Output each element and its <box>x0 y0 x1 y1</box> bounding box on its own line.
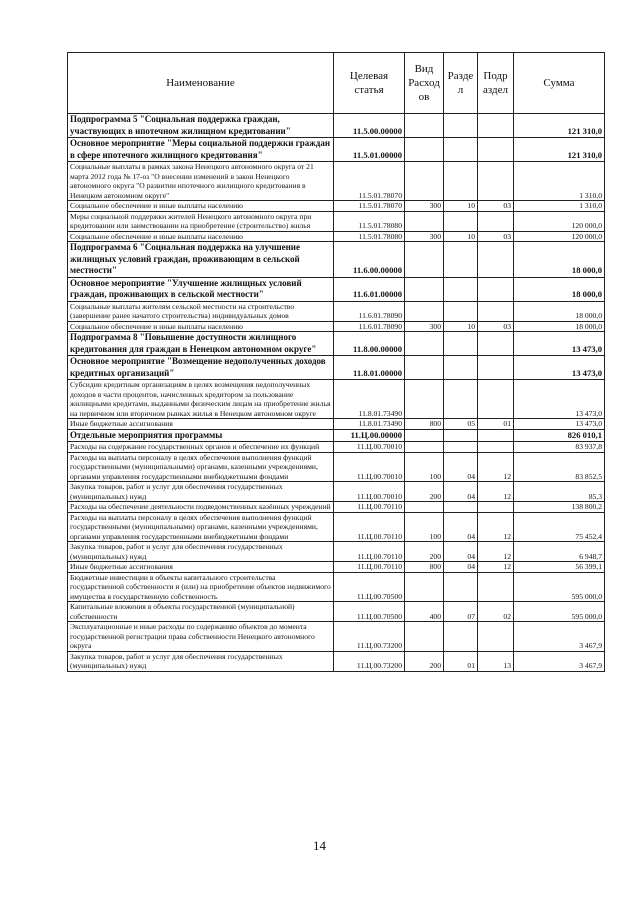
row-expense-type-cell: 300 <box>405 231 444 242</box>
row-subsection-cell: 01 <box>478 419 514 430</box>
row-subsection-cell: 12 <box>478 452 514 482</box>
row-subsection-cell: 03 <box>478 201 514 212</box>
row-amount-cell: 1 310,0 <box>514 162 605 201</box>
table-row <box>68 419 605 430</box>
row-expense-type-cell <box>405 356 444 380</box>
row-amount-cell: 6 948,7 <box>514 542 605 562</box>
row-target-cell: 11.8.00.00000 <box>334 332 405 356</box>
table-row <box>68 211 605 231</box>
row-amount-cell: 13 473,0 <box>514 380 605 419</box>
row-section-cell: 10 <box>444 201 478 212</box>
row-amount-cell: 138 800,2 <box>514 502 605 513</box>
table-row <box>68 512 605 542</box>
row-name-cell: Подпрограмма 6 "Социальная поддержка на улучшение жилищных условий граждан, проживающим в сельской местности" <box>68 242 334 278</box>
row-subsection-cell <box>478 332 514 356</box>
row-target-cell: 11.6.01.78090 <box>334 301 405 321</box>
row-expense-type-cell: 800 <box>405 562 444 573</box>
row-section-cell <box>444 502 478 513</box>
row-expense-type-cell: 100 <box>405 512 444 542</box>
row-name-cell: Расходы на содержание государственных органов и обеспечение их функций <box>68 442 334 453</box>
row-amount-cell: 18 000,0 <box>514 242 605 278</box>
row-name-cell: Социальные выплаты жителям сельской местности на строительство (завершение ранее начатого строительства) индивидуальных домов <box>68 301 334 321</box>
row-target-cell: 11.6.01.78090 <box>334 321 405 332</box>
page-number: 14 <box>313 838 326 853</box>
row-expense-type-cell <box>405 502 444 513</box>
table-row <box>68 321 605 332</box>
table-row <box>68 442 605 453</box>
row-target-cell: 11.5.01.78070 <box>334 162 405 201</box>
row-subsection-cell: 03 <box>478 231 514 242</box>
row-target-cell: 11.Ц.00.70110 <box>334 502 405 513</box>
row-expense-type-cell <box>405 622 444 652</box>
row-expense-type-cell: 300 <box>405 321 444 332</box>
row-subsection-cell <box>478 301 514 321</box>
row-expense-type-cell: 400 <box>405 602 444 622</box>
row-amount-cell: 83 937,8 <box>514 442 605 453</box>
row-subsection-cell <box>478 356 514 380</box>
row-amount-cell: 595 000,0 <box>514 572 605 602</box>
row-expense-type-cell <box>405 277 444 301</box>
table-section-row <box>68 332 605 356</box>
row-target-cell: 11.Ц.00.70010 <box>334 482 405 502</box>
row-expense-type-cell <box>405 162 444 201</box>
row-amount-cell: 83 852,5 <box>514 452 605 482</box>
row-amount-cell: 826 010,1 <box>514 429 605 442</box>
row-name-cell: Расходы на выплаты персоналу в целях обеспечения выполнения функций государственными (муниципальными) органами, казенными учреждениями, органами управления государственными внебюджетными фондами <box>68 512 334 542</box>
row-expense-type-cell <box>405 211 444 231</box>
row-amount-cell: 18 000,0 <box>514 321 605 332</box>
row-target-cell: 11.5.01.00000 <box>334 138 405 162</box>
row-expense-type-cell <box>405 114 444 138</box>
row-section-cell <box>444 442 478 453</box>
table-row <box>68 482 605 502</box>
row-subsection-cell <box>478 242 514 278</box>
row-target-cell: 11.Ц.00.70110 <box>334 542 405 562</box>
row-target-cell: 11.5.01.78080 <box>334 231 405 242</box>
row-target-cell: 11.Ц.00.70110 <box>334 562 405 573</box>
table-row <box>68 651 605 671</box>
row-amount-cell: 121 310,0 <box>514 114 605 138</box>
row-target-cell: 11.6.00.00000 <box>334 242 405 278</box>
header-amount: Сумма <box>514 53 605 114</box>
row-subsection-cell: 12 <box>478 512 514 542</box>
row-subsection-cell <box>478 114 514 138</box>
row-expense-type-cell <box>405 301 444 321</box>
row-section-cell <box>444 138 478 162</box>
table-row <box>68 542 605 562</box>
table-section-row <box>68 429 605 442</box>
row-target-cell: 11.6.01.00000 <box>334 277 405 301</box>
table-row <box>68 502 605 513</box>
row-amount-cell: 120 000,0 <box>514 211 605 231</box>
table-row <box>68 572 605 602</box>
row-expense-type-cell <box>405 442 444 453</box>
row-subsection-cell <box>478 572 514 602</box>
row-name-cell: Расходы на выплаты персоналу в целях обеспечения выполнения функций государственными (муниципальными) органами, казенными учреждениями, органами управления государственными внебюджетными фондами <box>68 452 334 482</box>
row-target-cell: 11.Ц.00.70500 <box>334 572 405 602</box>
row-section-cell: 04 <box>444 452 478 482</box>
row-subsection-cell: 03 <box>478 321 514 332</box>
row-subsection-cell <box>478 138 514 162</box>
header-name: Наименование <box>68 53 334 114</box>
row-subsection-cell <box>478 162 514 201</box>
row-amount-cell: 120 000,0 <box>514 231 605 242</box>
row-section-cell: 10 <box>444 231 478 242</box>
row-target-cell: 11.Ц.00.70010 <box>334 452 405 482</box>
table-row <box>68 452 605 482</box>
row-section-cell <box>444 277 478 301</box>
row-name-cell: Закупка товаров, работ и услуг для обеспечения государственных (муниципальных) нужд <box>68 542 334 562</box>
row-target-cell: 11.5.01.78080 <box>334 211 405 231</box>
row-name-cell: Основное мероприятие "Меры социальной поддержки граждан в сфере ипотечного жилищного кредитования" <box>68 138 334 162</box>
row-section-cell: 04 <box>444 562 478 573</box>
row-section-cell <box>444 242 478 278</box>
row-section-cell: 04 <box>444 542 478 562</box>
row-target-cell: 11.Ц.00.70500 <box>334 602 405 622</box>
table-section-row <box>68 138 605 162</box>
row-target-cell: 11.Ц.00.73200 <box>334 651 405 671</box>
row-subsection-cell <box>478 211 514 231</box>
row-subsection-cell <box>478 380 514 419</box>
header-section: Разде л <box>444 53 478 114</box>
row-target-cell: 11.Ц.00.70110 <box>334 512 405 542</box>
row-expense-type-cell: 200 <box>405 542 444 562</box>
row-expense-type-cell: 100 <box>405 452 444 482</box>
row-section-cell <box>444 356 478 380</box>
row-target-cell: 11.Ц.00.73200 <box>334 622 405 652</box>
row-amount-cell: 13 473,0 <box>514 419 605 430</box>
row-section-cell <box>444 380 478 419</box>
row-amount-cell: 3 467,9 <box>514 622 605 652</box>
table-row <box>68 162 605 201</box>
table-section-row <box>68 356 605 380</box>
row-target-cell: 11.Ц.00.00000 <box>334 429 405 442</box>
table-row <box>68 380 605 419</box>
budget-table <box>67 52 605 672</box>
row-name-cell: Закупка товаров, работ и услуг для обеспечения государственных (муниципальных) нужд <box>68 651 334 671</box>
row-expense-type-cell: 200 <box>405 651 444 671</box>
row-section-cell: 04 <box>444 512 478 542</box>
row-amount-cell: 13 473,0 <box>514 332 605 356</box>
table-row <box>68 562 605 573</box>
row-section-cell: 01 <box>444 651 478 671</box>
row-name-cell: Основное мероприятие "Улучшение жилищных условий граждан, проживающих в сельской местности" <box>68 277 334 301</box>
row-amount-cell: 13 473,0 <box>514 356 605 380</box>
row-target-cell: 11.Ц.00.70010 <box>334 442 405 453</box>
row-name-cell: Социальное обеспечение и иные выплаты населению <box>68 231 334 242</box>
row-name-cell: Социальное обеспечение и иные выплаты населению <box>68 201 334 212</box>
row-name-cell: Иные бюджетные ассигнования <box>68 562 334 573</box>
row-section-cell <box>444 572 478 602</box>
row-target-cell: 11.8.01.00000 <box>334 356 405 380</box>
row-subsection-cell: 13 <box>478 651 514 671</box>
table-section-row <box>68 277 605 301</box>
row-expense-type-cell <box>405 332 444 356</box>
row-expense-type-cell <box>405 242 444 278</box>
row-section-cell <box>444 211 478 231</box>
row-amount-cell: 3 467,9 <box>514 651 605 671</box>
row-section-cell <box>444 301 478 321</box>
row-expense-type-cell <box>405 429 444 442</box>
row-expense-type-cell <box>405 138 444 162</box>
row-expense-type-cell: 300 <box>405 201 444 212</box>
row-name-cell: Основное мероприятие "Возмещение недополученных доходов кредитных организаций" <box>68 356 334 380</box>
row-amount-cell: 56 399,1 <box>514 562 605 573</box>
row-subsection-cell <box>478 442 514 453</box>
table-row <box>68 622 605 652</box>
row-name-cell: Иные бюджетные ассигнования <box>68 419 334 430</box>
row-name-cell: Расходы на обеспечение деятельности подведомственных казённых учреждений <box>68 502 334 513</box>
row-section-cell: 10 <box>444 321 478 332</box>
row-amount-cell: 18 000,0 <box>514 301 605 321</box>
row-name-cell: Бюджетные инвестиции в объекты капитального строительства государственной собственности и (или) на приобретение объектов недвижимого имущества в государственную собственность <box>68 572 334 602</box>
row-target-cell: 11.8.01.73490 <box>334 419 405 430</box>
row-target-cell: 11.5.00.00000 <box>334 114 405 138</box>
header-expense-type: Вид Расход ов <box>405 53 444 114</box>
row-section-cell <box>444 114 478 138</box>
row-amount-cell: 75 452,4 <box>514 512 605 542</box>
row-name-cell: Субсидии кредитным организациям в целях возмещения недополученных доходов в части процентов, начисленных кредитором за пользование жилищными кредитами, выданными физическим лицам на приобретение жилья на первичном или вторичном рынках жилья в Ненецком автономном округе <box>68 380 334 419</box>
row-section-cell: 04 <box>444 482 478 502</box>
row-amount-cell: 85,3 <box>514 482 605 502</box>
table-header-row <box>68 53 605 114</box>
table-section-row <box>68 242 605 278</box>
row-subsection-cell <box>478 277 514 301</box>
budget-table-container <box>67 52 604 672</box>
table-row <box>68 201 605 212</box>
row-amount-cell: 121 310,0 <box>514 138 605 162</box>
row-target-cell: 11.8.01.73490 <box>334 380 405 419</box>
row-subsection-cell: 12 <box>478 482 514 502</box>
header-subsection: Подр аздел <box>478 53 514 114</box>
table-row <box>68 301 605 321</box>
row-expense-type-cell <box>405 572 444 602</box>
row-name-cell: Закупка товаров, работ и услуг для обеспечения государственных (муниципальных) нужд <box>68 482 334 502</box>
row-expense-type-cell: 800 <box>405 419 444 430</box>
row-name-cell: Социальные выплаты в рамках закона Ненецкого автономного округа от 21 марта 2012 года № 17-оз "О внесении изменений в закон Ненецкого автономного округа "О развитии ипотечного жилищного кредитования в Ненецком автономном округе" <box>68 162 334 201</box>
row-expense-type-cell: 200 <box>405 482 444 502</box>
row-amount-cell: 1 310,0 <box>514 201 605 212</box>
row-subsection-cell <box>478 502 514 513</box>
table-section-row <box>68 114 605 138</box>
row-name-cell: Эксплуатационные и иные расходы по содержанию объектов до момента государственной регистрации права собственности Ненецкого автономного округа <box>68 622 334 652</box>
row-subsection-cell <box>478 429 514 442</box>
row-amount-cell: 18 000,0 <box>514 277 605 301</box>
row-name-cell: Социальное обеспечение и иные выплаты населению <box>68 321 334 332</box>
row-section-cell <box>444 622 478 652</box>
row-subsection-cell: 12 <box>478 562 514 573</box>
row-section-cell <box>444 162 478 201</box>
table-body <box>68 114 605 672</box>
row-section-cell: 07 <box>444 602 478 622</box>
table-row <box>68 231 605 242</box>
row-name-cell: Отдельные мероприятия программы <box>68 429 334 442</box>
row-amount-cell: 595 000,0 <box>514 602 605 622</box>
row-subsection-cell: 02 <box>478 602 514 622</box>
row-name-cell: Меры социальной поддержки жителей Ненецкого автономного округа при кредитовании или заимствовании на приобретение (строительство) жилья <box>68 211 334 231</box>
row-section-cell <box>444 332 478 356</box>
row-subsection-cell: 12 <box>478 542 514 562</box>
header-target-article: Целевая статья <box>334 53 405 114</box>
table-row <box>68 602 605 622</box>
row-name-cell: Капитальные вложения в объекты государственной (муниципальной) собственности <box>68 602 334 622</box>
row-subsection-cell <box>478 622 514 652</box>
row-section-cell: 05 <box>444 419 478 430</box>
row-section-cell <box>444 429 478 442</box>
row-name-cell: Подпрограмма 8 "Повышение доступности жилищного кредитования для граждан в Ненецком автономном округе" <box>68 332 334 356</box>
row-name-cell: Подпрограмма 5 "Социальная поддержка граждан, участвующих в ипотечном жилищном кредитовании" <box>68 114 334 138</box>
row-expense-type-cell <box>405 380 444 419</box>
row-target-cell: 11.5.01.78070 <box>334 201 405 212</box>
